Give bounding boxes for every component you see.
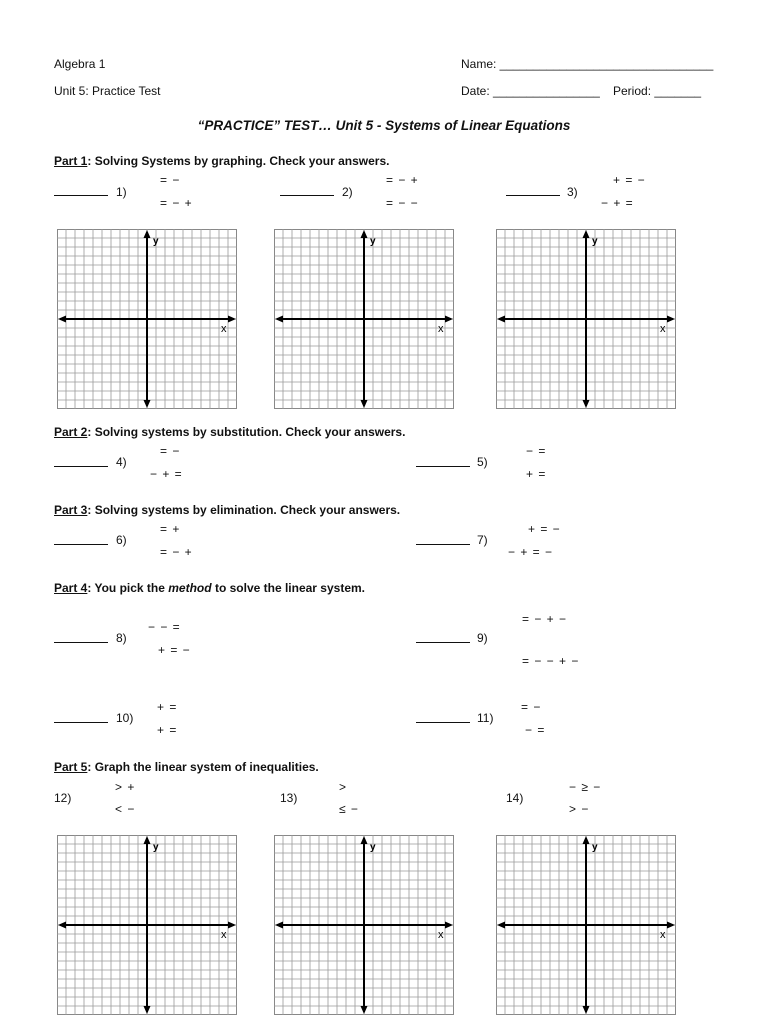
answer-blank-7[interactable] — [416, 534, 470, 548]
course-label: Algebra 1 — [54, 57, 106, 71]
answer-blank-11[interactable] — [416, 712, 470, 726]
y-axis-label: y — [153, 236, 159, 247]
equation-11a: = − — [521, 700, 542, 714]
answer-blank-10[interactable] — [54, 712, 108, 726]
problem-number-14: 14) — [506, 791, 524, 805]
problem-number-2: 2) — [342, 185, 353, 199]
coordinate-grid-13[interactable] — [274, 835, 454, 1015]
equation-9b: = − − + − — [522, 654, 580, 668]
x-axis-label: x — [438, 323, 444, 335]
problem-number-4: 4) — [116, 455, 127, 469]
name-field[interactable]: Name: ________________________________ — [461, 57, 714, 71]
equation-9a: = − + − — [522, 612, 568, 626]
part4-text-b: to solve the linear system. — [211, 581, 366, 595]
period-field[interactable]: Period: _______ — [613, 84, 702, 98]
answer-blank-5[interactable] — [416, 456, 470, 470]
problem-number-5: 5) — [477, 455, 488, 469]
inequality-12b: < − — [115, 802, 136, 816]
problem-number-13: 13) — [280, 791, 298, 805]
problem-number-7: 7) — [477, 533, 488, 547]
equation-3b: − + = — [601, 196, 634, 210]
equation-7b: − + = − — [508, 545, 554, 559]
page-title: “PRACTICE” TEST… Unit 5 - Systems of Linear Equations — [197, 118, 571, 133]
equation-1a: = − — [160, 173, 181, 187]
equation-8b: + = − — [158, 643, 191, 657]
y-axis-label: y — [153, 842, 159, 853]
answer-blank-1[interactable] — [54, 185, 108, 199]
y-axis-label: y — [370, 842, 376, 853]
answer-blank-9[interactable] — [416, 632, 470, 646]
date-field[interactable]: Date: ________________ — [461, 84, 600, 98]
equation-2b: = − − — [386, 196, 419, 210]
y-axis-label: y — [592, 236, 598, 247]
equation-6b: = − + — [160, 545, 193, 559]
part4-text-a: : You pick the — [87, 581, 169, 595]
part3-label: Part 3 — [54, 503, 88, 517]
inequality-14a: − ≥ − — [569, 780, 602, 794]
part4-label: Part 4 — [54, 581, 88, 595]
equation-11b: − = — [525, 723, 546, 737]
coordinate-grid-1[interactable] — [57, 229, 237, 409]
y-axis-label: y — [370, 236, 376, 247]
unit-label: Unit 5: Practice Test — [54, 84, 161, 98]
equation-5b: + = — [526, 467, 547, 481]
problem-number-9: 9) — [477, 631, 488, 645]
x-axis-label: x — [660, 323, 666, 335]
inequality-13b: ≤ − — [339, 802, 359, 816]
problem-number-8: 8) — [116, 631, 127, 645]
part1-heading — [54, 154, 389, 168]
equation-4b: − + = — [150, 467, 183, 481]
part2-heading — [54, 425, 405, 439]
part2-text: : Solving systems by substitution. Check your answers. — [87, 425, 406, 439]
equation-3a: + = − — [613, 173, 646, 187]
equation-5a: − = — [526, 444, 547, 458]
part5-heading — [54, 760, 319, 774]
problem-number-12: 12) — [54, 791, 72, 805]
coordinate-grid-2[interactable] — [274, 229, 454, 409]
equation-10b: + = — [157, 723, 178, 737]
y-axis-label: y — [592, 842, 598, 853]
x-axis-label: x — [221, 929, 227, 941]
x-axis-label: x — [438, 929, 444, 941]
part3-heading — [54, 503, 400, 517]
x-axis-label: x — [660, 929, 666, 941]
problem-number-10: 10) — [116, 711, 134, 725]
equation-10a: + = — [157, 700, 178, 714]
coordinate-grid-14[interactable] — [496, 835, 676, 1015]
answer-blank-2[interactable] — [280, 185, 334, 199]
part5-label: Part 5 — [54, 760, 88, 774]
part4-heading — [54, 581, 365, 595]
answer-blank-8[interactable] — [54, 632, 108, 646]
part1-label: Part 1 — [54, 154, 88, 168]
problem-number-6: 6) — [116, 533, 127, 547]
coordinate-grid-3[interactable] — [496, 229, 676, 409]
problem-number-1: 1) — [116, 185, 127, 199]
equation-7a: + = − — [528, 522, 561, 536]
equation-2a: = − + — [386, 173, 419, 187]
part2-label: Part 2 — [54, 425, 88, 439]
equation-8a: − − = — [148, 620, 181, 634]
answer-blank-3[interactable] — [506, 185, 560, 199]
equation-1b: = − + — [160, 196, 193, 210]
equation-4a: = − — [160, 444, 181, 458]
answer-blank-4[interactable] — [54, 456, 108, 470]
inequality-14b: > − — [569, 802, 590, 816]
part5-text: : Graph the linear system of inequalities. — [87, 760, 319, 774]
problem-number-3: 3) — [567, 185, 578, 199]
answer-blank-6[interactable] — [54, 534, 108, 548]
part1-text: : Solving Systems by graphing. Check your answers. — [87, 154, 390, 168]
inequality-13a: > — [339, 780, 348, 794]
equation-6a: = + — [160, 522, 181, 536]
x-axis-label: x — [221, 323, 227, 335]
problem-number-11: 11) — [477, 711, 494, 725]
inequality-12a: > + — [115, 780, 136, 794]
coordinate-grid-12[interactable] — [57, 835, 237, 1015]
part3-text: : Solving systems by elimination. Check your answers. — [87, 503, 401, 517]
part4-method-word: method — [168, 581, 212, 595]
